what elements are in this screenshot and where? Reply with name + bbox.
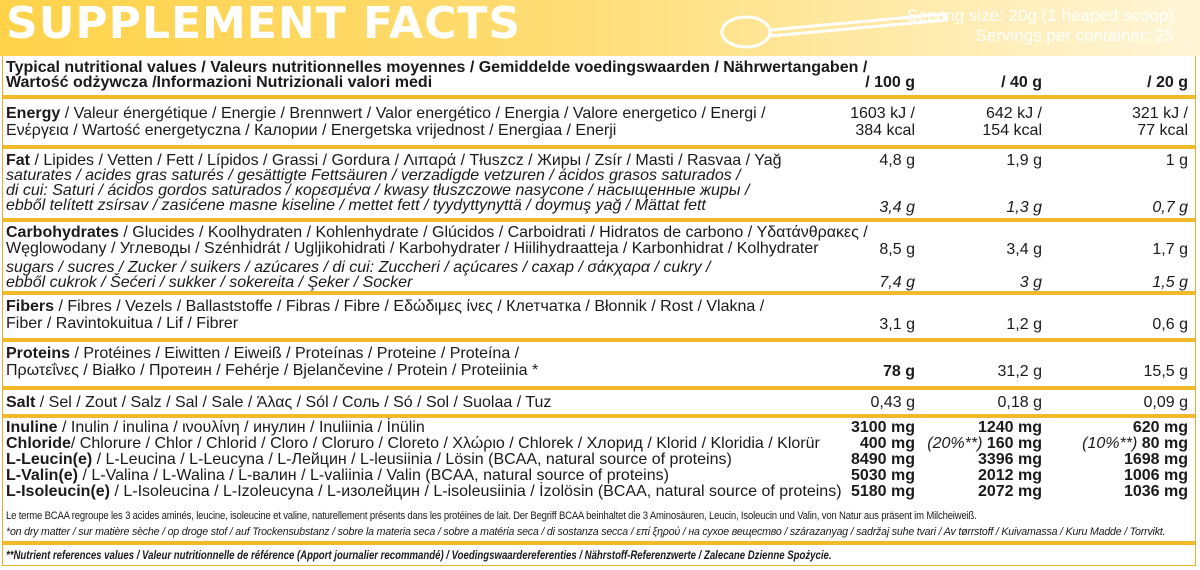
row-fat (6, 152, 1192, 218)
footnote-dry-matter: *on dry matter / sur matière sèche / op droge stof / auf Trockensubstanz / sobre la materia seca / sobre a matéria seca / di sostanza secca / επί ξηρού / на сухое вещество / szárazanyag / sadržaj suhe tvari / Av tørrstoff / Kuivamassa / Kuru Madde / Torrvikt. (6, 526, 1166, 538)
extra-name: Inuline (6, 419, 58, 436)
header-line-1: Typical nutritional values / Valeurs nutritionnelles moyennes / Gemiddelde voedingswaarden / Nährwertangaben / (6, 59, 868, 76)
table-header (6, 58, 1192, 92)
extra-100g: 400 mg (859, 435, 915, 452)
servings-per-container: Servings per container: 25 (975, 26, 1174, 45)
saturates-20g: 0,7 g (1152, 199, 1188, 216)
extra-40g: 1240 mg (977, 419, 1042, 436)
extra-100g: 5180 mg (850, 483, 915, 500)
extra-row (6, 420, 425, 436)
carbs-100g: 8,5 g (879, 241, 915, 258)
extras-block (6, 420, 1192, 506)
extra-translations: / L-Leucina / L-Leucyna / L-Лейцин / L-leusiinia / Lösin (BCAA, natural source of proteins) (92, 451, 732, 468)
fibers-20g: 0,6 g (1152, 316, 1188, 333)
extra-100g: 5030 mg (850, 467, 915, 484)
salt-line (6, 395, 551, 411)
fat-40g: 1,9 g (1006, 152, 1042, 169)
extra-40g: 3396 mg (977, 451, 1042, 468)
extra-row (6, 436, 820, 452)
proteins-line-2: Πρωτεΐνες / Białko / Протеин / Fehérje / Bjelančevine / Protein / Proteiinia * (6, 362, 539, 379)
extra-name: L-Isoleucin(e) (6, 483, 111, 500)
energy-kj-20g: 321 kJ / (1131, 105, 1188, 122)
proteins-100g: 78 g (882, 363, 915, 380)
extra-20g: 1698 mg (1123, 451, 1188, 468)
footnote-nrv: **Nutrient references values / Valeur nutritionnelle de référence (Apport journalier recommandé) / Voedingswaardereferenties / Nährstoff-Referenzwerte / Zalecane Dzienne Spożycie. (6, 548, 832, 562)
separator (3, 541, 1195, 545)
extra-100g: 8490 mg (850, 451, 915, 468)
salt-20g: 0,09 g (1143, 394, 1188, 411)
col-40g-header: / 40 g (1001, 74, 1042, 91)
sugars-20g: 1,5 g (1152, 274, 1188, 291)
fibers-translations: / Fibres / Vezels / Ballaststoffe / Fibras / Fibre / Εδώδιμες ίνες / Клетчатка / Błonnik / Rost / Vlakna / (54, 298, 765, 315)
energy-kcal-20g: 77 kcal (1137, 122, 1188, 139)
extra-value: 160 mg (986, 435, 1042, 452)
energy-name: Energy (6, 105, 61, 122)
carbs-line-2: Węglowodany / Углеводы / Szénhidrát / Ugljikohidrati / Karbohydrater / Hiilihydraatteja / Karbonhidrat / Kolhydrater (6, 240, 819, 257)
extra-value: 80 mg (1141, 435, 1188, 452)
energy-kj-100g: 1603 kJ / (850, 105, 915, 122)
salt-name: Salt (6, 394, 36, 411)
energy-line-2: Ενέργεια / Wartość energetyczna / Калории / Energetska vrijednost / Energiaa / Enerji (6, 122, 617, 139)
extra-40g: 2072 mg (977, 483, 1042, 500)
salt-40g: 0,18 g (997, 394, 1042, 411)
row-carbohydrates (6, 224, 1192, 290)
proteins-translations: / Protéines / Eiwitten / Eiweiß / Proteínas / Proteine / Proteína / (70, 345, 520, 362)
energy-kcal-40g: 154 kcal (982, 122, 1042, 139)
nrv-percent: (20%**) (927, 435, 983, 452)
row-fibers (6, 298, 1192, 336)
fat-20g: 1 g (1165, 152, 1188, 169)
fibers-line-2: Fiber / Ravintokuitua / Lif / Fibrer (6, 315, 239, 332)
energy-line-1 (6, 106, 766, 122)
nrv-percent: (10%**) (1082, 435, 1138, 452)
proteins-name: Proteins (6, 345, 71, 362)
sugars-line-1: sugars / sucres / Zucker / suikers / azúcares / di cui: Zuccheri / açúcares / сахар / σάκχαρα / cukry / (6, 259, 711, 276)
page-title: SUPPLEMENT FACTS (6, 0, 522, 49)
sugars-line-2: ebből cukrok / Šećeri / sukker / sokereita / Şeker / Socker (6, 274, 413, 291)
col-100g-header: / 100 g (865, 74, 915, 91)
separator (3, 291, 1195, 295)
separator (3, 414, 1195, 418)
header-banner (0, 0, 1200, 56)
col-20g-header: / 20 g (1147, 74, 1188, 91)
separator (3, 338, 1195, 342)
extra-20g: 1006 mg (1123, 467, 1188, 484)
energy-kj-40g: 642 kJ / (985, 105, 1042, 122)
serving-info (907, 6, 1174, 46)
proteins-40g: 31,2 g (997, 363, 1042, 380)
sugars-100g: 7,4 g (879, 274, 915, 291)
carbs-line-1 (6, 225, 868, 241)
row-salt (6, 394, 1192, 414)
proteins-line-1 (6, 346, 519, 362)
extra-20g (1082, 436, 1188, 452)
extra-100g: 3100 mg (850, 419, 915, 436)
fibers-40g: 1,2 g (1006, 316, 1042, 333)
extra-row (6, 468, 669, 484)
separator (3, 145, 1195, 149)
extra-translations: / L-Isoleucina / L-Izoleucyna / L-изолейцин / L-isoleusiinia / İzolösin (BCAA, natural source of proteins) (110, 483, 842, 500)
header-line-2: Wartość odżywcza /Informazioni Nutrizionali valori medi (6, 74, 433, 91)
extra-name: L-Leucin(e) (6, 451, 93, 468)
carbs-name: Carbohydrates (6, 224, 119, 241)
extra-20g: 620 mg (1132, 419, 1188, 436)
serving-size: Serving size: 20g (1 heaped scoop) (906, 6, 1174, 25)
footnote-bcaa: Le terme BCAA regroupe les 3 acides aminés, leucine, isoleucine et valine, naturellement présents dans les protéines de lait. Der Begriff BCAA beinhaltet die 3 Aminosäuren, Leucin, Isoleucin und Valin, von Natur aus präsent im Milcheiweiß. (6, 510, 977, 522)
fibers-line-1 (6, 299, 764, 315)
saturates-line-1: saturates / acides gras saturés / gesättigte Fettsäuren / verzadigde vetzuren / ácidos grasos saturados / (6, 167, 741, 184)
salt-translations: / Sel / Zout / Salz / Sal / Sale / Άλας / Sól / Соль / Só / Sol / Suolaa / Tuz (35, 394, 552, 411)
fat-100g: 4,8 g (879, 152, 915, 169)
extra-row (6, 484, 842, 500)
row-energy (6, 104, 1192, 144)
energy-kcal-100g: 384 kcal (855, 122, 915, 139)
extra-name: Chloride (6, 435, 71, 452)
separator (3, 386, 1195, 390)
proteins-20g: 15,5 g (1143, 363, 1188, 380)
extra-40g (927, 436, 1042, 452)
saturates-line-3: ebből telített zsírsav / zasićene masne kiseline / mettet fett / tyydyttynyttä / doymuş yağ / Mättat fett (6, 197, 706, 214)
energy-translations: / Valeur énergétique / Energie / Brennwert / Valor energético / Energia / Valore energetico / Energi / (60, 105, 766, 122)
fibers-100g: 3,1 g (879, 316, 915, 333)
extra-40g: 2012 mg (977, 467, 1042, 484)
extra-row (6, 452, 732, 468)
carbs-translations: / Glucides / Koolhydraten / Kohlenhydrate / Glúcidos / Carboidrati / Hidratos de carbono / Υδατάνθρακες / (118, 224, 868, 241)
extra-name: L-Valin(e) (6, 467, 79, 484)
separator (3, 218, 1195, 222)
extra-translations: / L-Valina / L-Walina / L-валин / L-valiinia / Valin (BCAA, natural source of proteins) (78, 467, 669, 484)
saturates-40g: 1,3 g (1006, 199, 1042, 216)
fat-translations: / Lipides / Vetten / Fett / Lípidos / Grassi / Gordura / Λιπαρά / Tłuszcz / Жиры / Zsír / Masti / Rasvaa / Yağ (30, 152, 782, 169)
saturates-100g: 3,4 g (879, 199, 915, 216)
carbs-20g: 1,7 g (1152, 241, 1188, 258)
fibers-name: Fibers (6, 298, 55, 315)
extra-translations: / Chlorure / Chlor / Chlorid / Cloro / Cloruro / Cloreto / Χλώριο / Chlorek / Хлорид / Klorid / Kloridia / Klorür (70, 435, 820, 452)
salt-100g: 0,43 g (870, 394, 915, 411)
carbs-40g: 3,4 g (1006, 241, 1042, 258)
extra-translations: / Inulin / inulina / ινουλίνη / инулин / Inuliinia / İnülin (57, 419, 425, 436)
row-proteins (6, 345, 1192, 383)
saturates-line-2: di cui: Saturi / ácidos gordos saturados / κορεσμένα / kwasy tłuszczowe nasycone / насыщенные жиры / (6, 182, 750, 199)
fat-name: Fat (6, 152, 30, 169)
sugars-40g: 3 g (1019, 274, 1042, 291)
separator (3, 95, 1195, 99)
extra-20g: 1036 mg (1123, 483, 1188, 500)
